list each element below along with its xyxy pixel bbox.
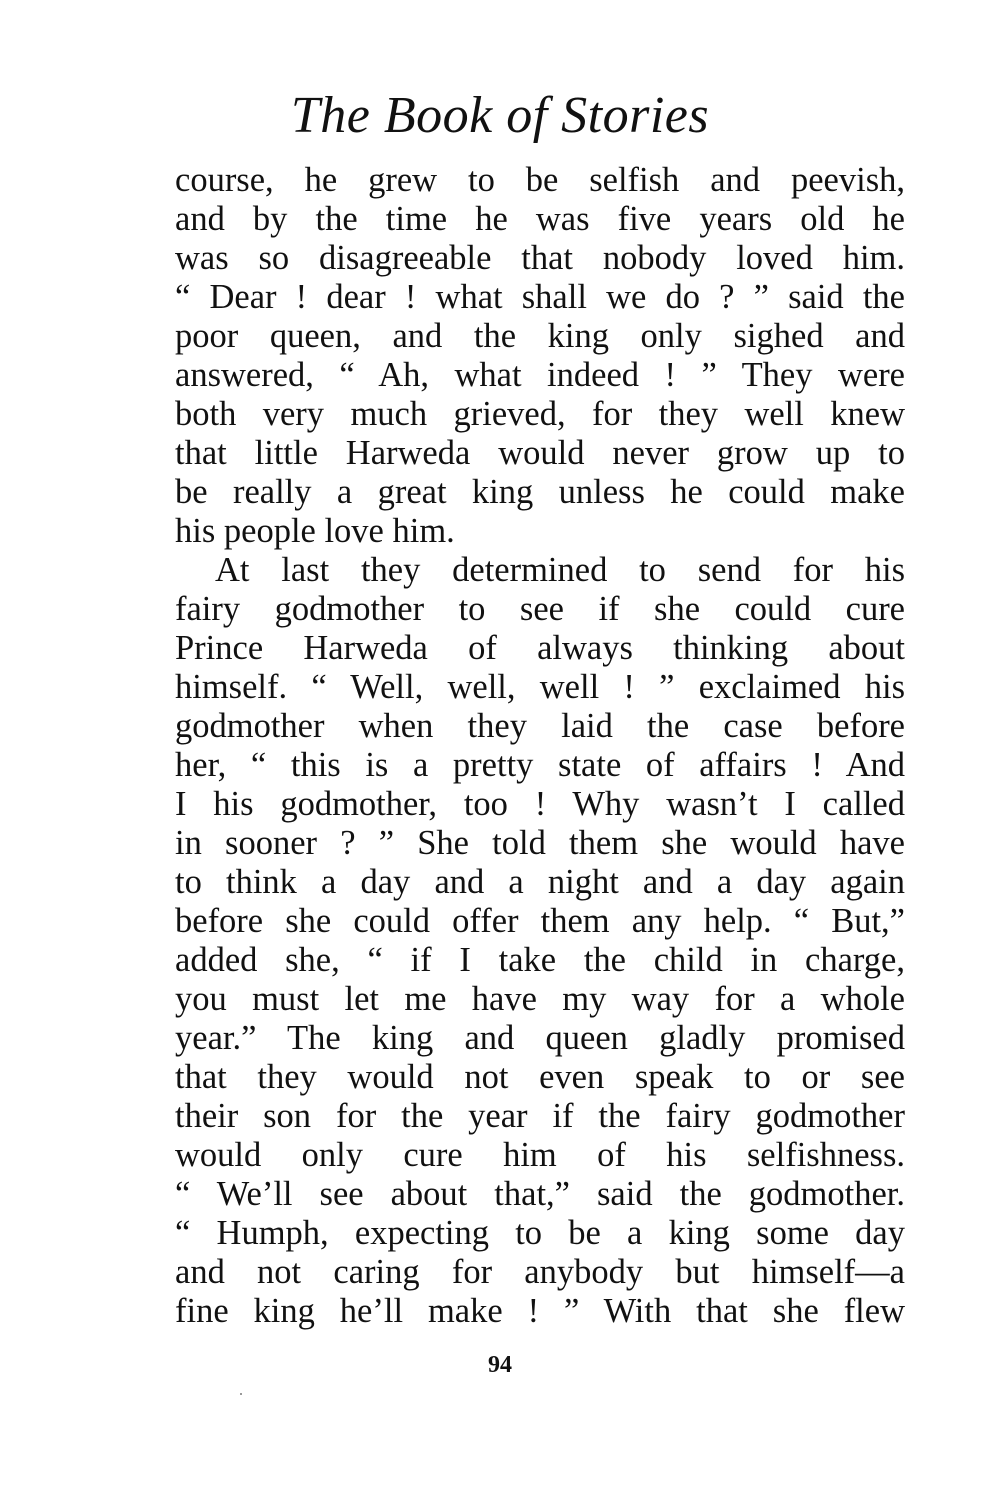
- text-line: was so disagreeable that nobody loved him.: [175, 239, 905, 277]
- text-line: course, he grew to be selfish and peevish,: [175, 161, 905, 199]
- text-line: godmother when they laid the case before: [175, 707, 905, 745]
- text-line: fine king he’ll make ! ” With that she flew: [175, 1292, 905, 1330]
- text-line: you must let me have my way for a whole: [175, 980, 905, 1018]
- text-line: to think a day and a night and a day again: [175, 863, 905, 901]
- text-line: himself. “ Well, well, well ! ” exclaimed his: [175, 668, 905, 706]
- text-line: that they would not even speak to or see: [175, 1058, 905, 1096]
- text-line: and by the time he was five years old he: [175, 200, 905, 238]
- text-line: his people love him.: [175, 512, 455, 550]
- text-line: poor queen, and the king only sighed and: [175, 317, 905, 355]
- text-line: would only cure him of his selfishness.: [175, 1136, 905, 1174]
- text-line: answered, “ Ah, what indeed ! ” They were: [175, 356, 905, 394]
- running-title: The Book of Stories: [290, 87, 710, 144]
- text-line: “ We’ll see about that,” said the godmother.: [175, 1175, 905, 1213]
- text-line: her, “ this is a pretty state of affairs ! And: [175, 746, 905, 784]
- text-line: added she, “ if I take the child in charge,: [175, 941, 905, 979]
- text-line: I his godmother, too ! Why wasn’t I called: [175, 785, 905, 823]
- text-line: that little Harweda would never grow up to: [175, 434, 905, 472]
- text-line: their son for the year if the fairy godmother: [175, 1097, 905, 1135]
- text-line: and not caring for anybody but himself—a: [175, 1253, 905, 1291]
- text-line: both very much grieved, for they well knew: [175, 395, 905, 433]
- body-text: [175, 161, 905, 1331]
- text-line: At last they determined to send for his: [215, 551, 905, 589]
- text-line: fairy godmother to see if she could cure: [175, 590, 905, 628]
- text-line: Prince Harweda of always thinking about: [175, 629, 905, 667]
- text-line: year.” The king and queen gladly promised: [175, 1019, 905, 1057]
- text-line: “ Humph, expecting to be a king some day: [175, 1214, 905, 1252]
- text-line: before she could offer them any help. “ But,”: [175, 902, 905, 940]
- text-line: in sooner ? ” She told them she would have: [175, 824, 905, 862]
- page-number: 94: [488, 1352, 512, 1378]
- scan-speck: [240, 1393, 242, 1395]
- text-line: “ Dear ! dear ! what shall we do ? ” said the: [175, 278, 905, 316]
- text-line: be really a great king unless he could make: [175, 473, 905, 511]
